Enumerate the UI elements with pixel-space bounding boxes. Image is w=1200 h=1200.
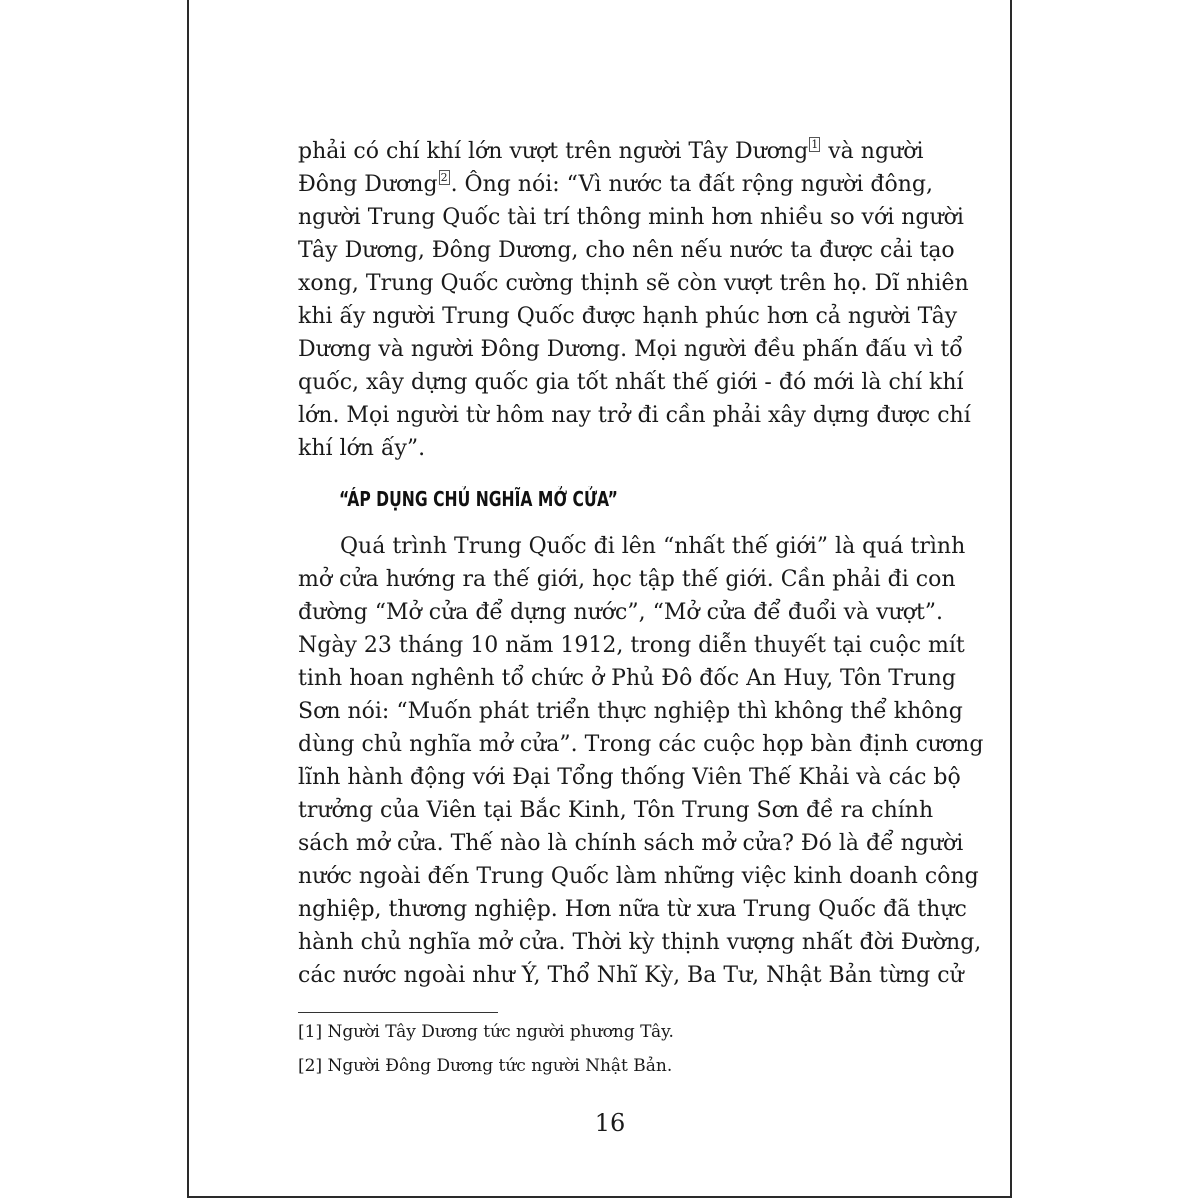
- footnote-1: [1] Người Tây Dương tức người phương Tây.: [298, 1022, 674, 1042]
- paragraph-2: [298, 530, 984, 992]
- text-line: người Trung Quốc tài trí thông minh hơn nhiều so với người: [298, 205, 964, 230]
- text-line: mở cửa hướng ra thế giới, học tập thế giới. Cần phải đi con: [298, 567, 956, 592]
- page-number: 16: [594, 1109, 626, 1137]
- text-line: khi ấy người Trung Quốc được hạnh phúc hơn cả người Tây: [298, 304, 958, 329]
- text-line: Ngày 23 tháng 10 năm 1912, trong diễn thuyết tại cuộc mít: [298, 633, 965, 658]
- text-line: Quá trình Trung Quốc đi lên “nhất thế giới” là quá trình: [340, 534, 966, 559]
- footnote-divider: [298, 1012, 498, 1013]
- text-line: Đông Dương $^2$ . Ông nói: “Vì nước ta đất rộng người đông,: [298, 170, 933, 197]
- text-line: quốc, xây dựng quốc gia tốt nhất thế giới - đó mới là chí khí: [298, 370, 964, 395]
- text-line: trưởng của Viên tại Bắc Kinh, Tôn Trung Sơn đề ra chính: [298, 798, 934, 823]
- text-line: các nước ngoài như Ý, Thổ Nhĩ Kỳ, Ba Tư, Nhật Bản từng cử: [298, 963, 964, 988]
- text-line: lĩnh hành động với Đại Tổng thống Viên Thế Khải và các bộ: [298, 765, 961, 790]
- text-line: Sơn nói: “Muốn phát triển thực nghiệp thì không thể không: [298, 699, 963, 724]
- text-line: lớn. Mọi người từ hôm nay trở đi cần phải xây dựng được chí: [298, 403, 971, 428]
- footnotes: [298, 1015, 922, 1083]
- text-line: nước ngoài đến Trung Quốc làm những việc kinh doanh công: [298, 864, 979, 889]
- paragraph-1: [298, 135, 971, 465]
- text-line: đường “Mở cửa để dựng nước”, “Mở cửa để đuổi và vượt”.: [298, 600, 944, 625]
- text-line: sách mở cửa. Thế nào là chính sách mở cửa? Đó là để người: [298, 831, 964, 856]
- text-line: khí lớn ấy”.: [298, 436, 426, 461]
- text-line: xong, Trung Quốc cường thịnh sẽ còn vượt trên họ. Dĩ nhiên: [298, 271, 969, 296]
- text-line: phải có chí khí lớn vượt trên người Tây Dương $^1$ và người: [298, 137, 924, 164]
- section-heading: “ÁP DỤNG CHỦ NGHĨA MỞ CỬA”: [339, 487, 618, 511]
- text-line: dùng chủ nghĩa mở cửa”. Trong các cuộc họp bàn định cương: [298, 732, 984, 757]
- footnote-ref-1[interactable]: 1: [811, 137, 819, 151]
- footnote-ref-2[interactable]: 2: [440, 170, 448, 184]
- text-line: Tây Dương, Đông Dương, cho nên nếu nước ta được cải tạo: [298, 238, 955, 263]
- text-line: hành chủ nghĩa mở cửa. Thời kỳ thịnh vượng nhất đời Đường,: [298, 930, 982, 955]
- footnote-2: [2] Người Đông Dương tức người Nhật Bản.: [298, 1056, 673, 1076]
- text-line: nghiệp, thương nghiệp. Hơn nữa từ xưa Trung Quốc đã thực: [298, 897, 967, 922]
- text-line: Dương và người Đông Dương. Mọi người đều phấn đấu vì tổ: [298, 337, 963, 362]
- text-line: tinh hoan nghênh tổ chức ở Phủ Đô đốc An Huy, Tôn Trung: [298, 666, 956, 691]
